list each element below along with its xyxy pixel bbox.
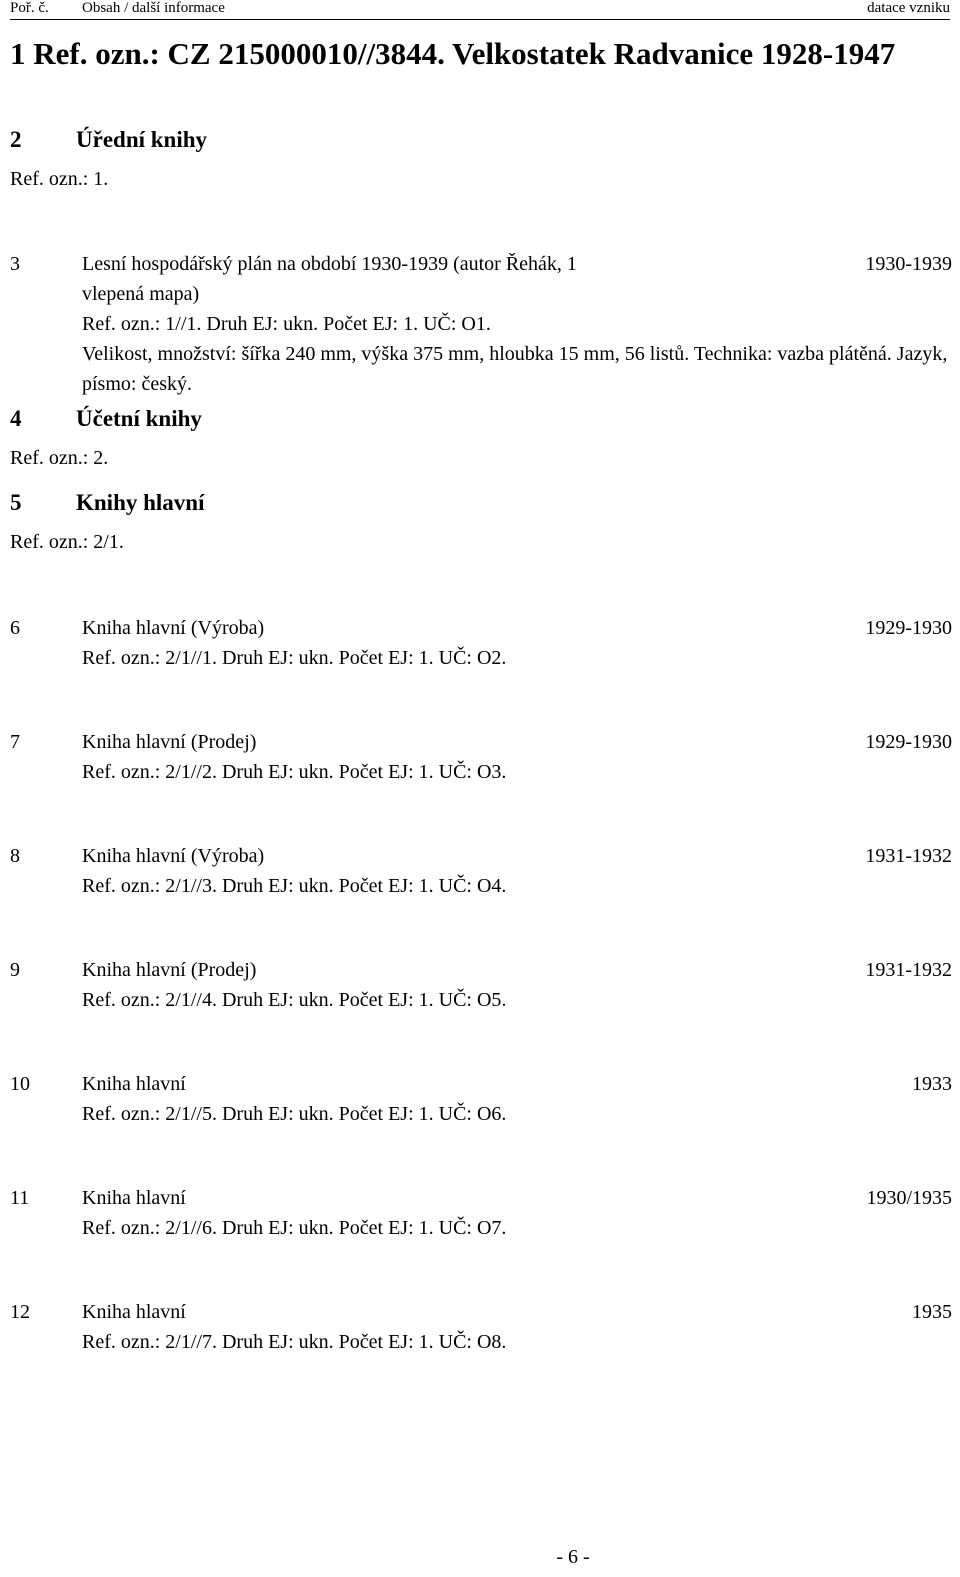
entry-title: Kniha hlavní (Výroba) [82,845,265,867]
entry-body [82,841,848,901]
entry-date: 1929-1930 [865,731,952,753]
entry-number: 9 [10,959,20,981]
entry-date: 1935 [912,1301,952,1323]
entry-ref: Ref. ozn.: 2/1//1. Druh EJ: ukn. Počet EJ: 1. UČ: O2. [82,647,507,669]
section-title: Úřední knihy [76,127,208,152]
entry-number: 11 [10,1187,30,1209]
entry-title-line: Lesní hospodářský plán na období 1930-1939 (autor Řehák, 1 [82,253,577,275]
entry-number: 6 [10,617,20,639]
entry-date: 1930/1935 [866,1187,952,1209]
entry-title: Kniha hlavní (Výroba) [82,617,265,639]
entry-body [82,955,848,1015]
section-ref: Ref. ozn.: 2/1. [10,531,124,553]
entry-title: Kniha hlavní [82,1073,186,1095]
entry-ref: Ref. ozn.: 2/1//3. Druh EJ: ukn. Počet EJ: 1. UČ: O4. [82,875,507,897]
header-col-date: datace vzniku [867,0,950,16]
section-ref: Ref. ozn.: 1. [10,168,109,190]
page-number: - 6 - [556,1546,590,1568]
entry-title: Kniha hlavní [82,1301,186,1323]
entry-body [82,249,950,399]
section-number: 5 [10,490,22,515]
entry-ref: Ref. ozn.: 1//1. Druh EJ: ukn. Počet EJ: 1. UČ: O1. [82,313,491,335]
entry-body [82,727,848,787]
entry-ref: Ref. ozn.: 2/1//5. Druh EJ: ukn. Počet EJ: 1. UČ: O6. [82,1103,507,1125]
header-col-content: Obsah / další informace [82,0,225,16]
entry-date: 1931-1932 [865,845,952,867]
entry-date: 1931-1932 [865,959,952,981]
fonds-title: 1 Ref. ozn.: CZ 215000010//3844. Velkostatek Radvanice 1928-1947 [10,36,896,71]
entry-number: 8 [10,845,20,867]
column-header [10,0,950,20]
section-title: Účetní knihy [76,406,202,431]
entry-ref: Ref. ozn.: 2/1//6. Druh EJ: ukn. Počet EJ: 1. UČ: O7. [82,1217,507,1239]
entry-ref: Ref. ozn.: 2/1//7. Druh EJ: ukn. Počet EJ: 1. UČ: O8. [82,1331,507,1353]
entry-title: Kniha hlavní (Prodej) [82,959,257,981]
section-number: 2 [10,127,22,152]
entry-details: Velikost, množství: šířka 240 mm, výška 375 mm, hloubka 15 mm, 56 listů. Technika: vazba plátěná. Jazyk, písmo: český. [82,343,948,395]
entry-number: 12 [10,1301,30,1323]
entry-body [82,613,848,673]
entry-ref: Ref. ozn.: 2/1//4. Druh EJ: ukn. Počet EJ: 1. UČ: O5. [82,989,507,1011]
entry-number: 10 [10,1073,30,1095]
entry-ref: Ref. ozn.: 2/1//2. Druh EJ: ukn. Počet EJ: 1. UČ: O3. [82,761,507,783]
entry-date: 1933 [912,1073,952,1095]
entry-number: 7 [10,731,20,753]
section-number: 4 [10,406,22,431]
header-col-number: Poř. č. [10,0,49,16]
section-title: Knihy hlavní [76,490,205,515]
entry-date: 1929-1930 [865,617,952,639]
entry-body [82,1183,848,1243]
entry-title: Kniha hlavní (Prodej) [82,731,257,753]
entry-body [82,1069,848,1129]
entry-number: 3 [10,253,20,275]
entry-title-line: vlepená mapa) [82,283,200,305]
entry-date: 1930-1939 [865,253,952,275]
section-ref: Ref. ozn.: 2. [10,447,109,469]
entry-body [82,1297,848,1357]
entry-title: Kniha hlavní [82,1187,186,1209]
